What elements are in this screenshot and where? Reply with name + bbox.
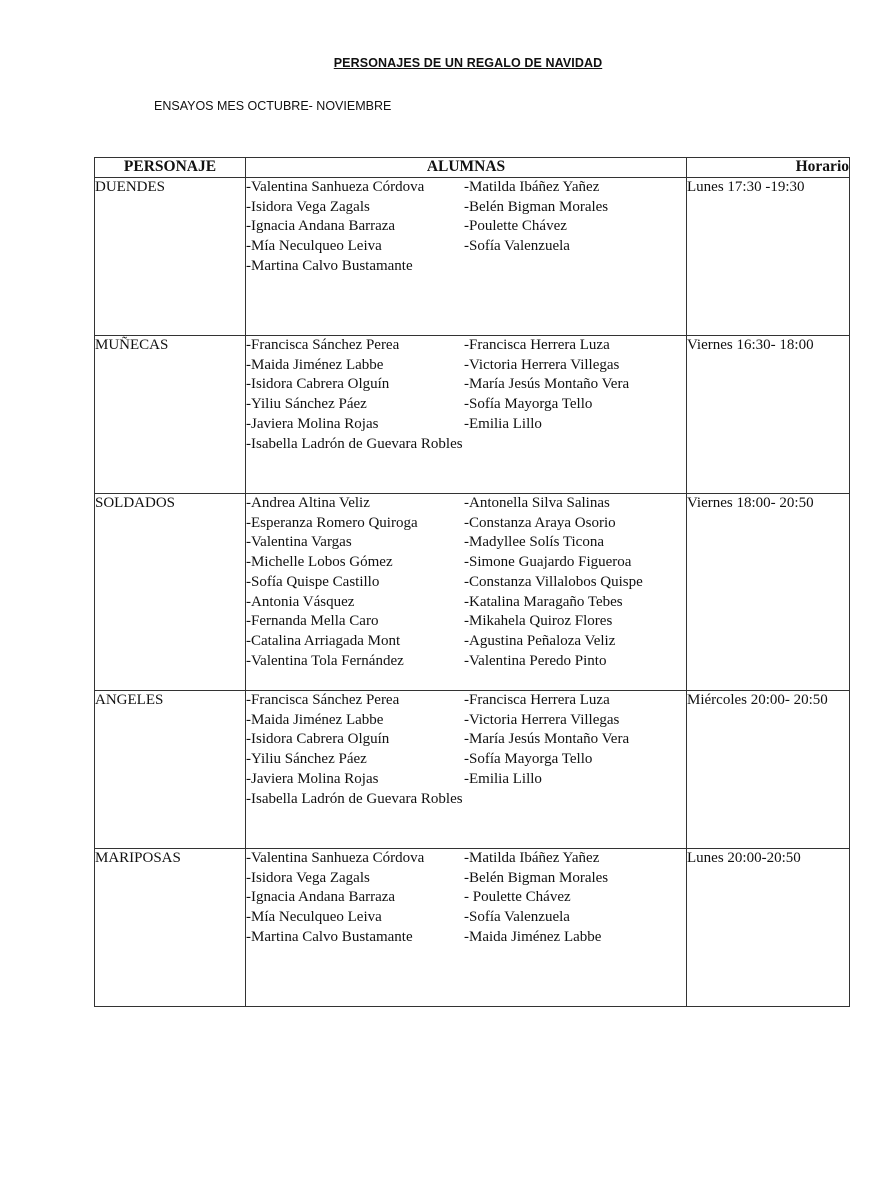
student-name: -María Jesús Montaño Vera — [464, 376, 630, 393]
students-list-left — [246, 494, 464, 671]
student-name: -Isidora Cabrera Olguín — [246, 731, 390, 748]
header-character: PERSONAJE — [95, 158, 246, 178]
schedule-hours: Lunes 20:00-20:50 — [687, 849, 850, 1007]
students-list-right — [464, 849, 686, 948]
students-cell — [246, 494, 687, 691]
student-name: -Isidora Cabrera Olguín — [246, 376, 390, 393]
student-name: -Madyllee Solís Ticona — [464, 534, 605, 551]
student-name: -Francisca Sánchez Perea — [246, 692, 400, 708]
student-name: -Sofía Mayorga Tello — [464, 396, 593, 413]
student-name: -Victoria Herrera Villegas — [464, 356, 620, 373]
student-name: -Valentina Sanhueza Córdova — [246, 850, 425, 866]
students-cell — [246, 849, 687, 1007]
student-name: -Poulette Chávez — [464, 218, 567, 235]
student-name: -Esperanza Romero Quiroga — [246, 514, 418, 531]
student-name: -Maida Jiménez Labbe — [464, 928, 602, 945]
students-list-right — [464, 178, 686, 277]
header-hours: Horario — [687, 158, 850, 178]
student-name: -Isabella Ladrón de Guevara Robles — [246, 435, 463, 452]
student-name: -Valentina Sanhueza Córdova — [246, 179, 425, 195]
student-name: -Mía Neculqueo Leiva — [246, 238, 382, 255]
document-title: PERSONAJES DE UN REGALO DE NAVIDAD — [333, 56, 603, 70]
character-name: MARIPOSAS — [95, 849, 246, 1007]
student-name: -Matilda Ibáñez Yañez — [464, 179, 600, 195]
student-name: -Andrea Altina Veliz — [246, 495, 370, 511]
student-name: -Valentina Peredo Pinto — [464, 652, 607, 669]
student-name: -Katalina Maragaño Tebes — [464, 593, 623, 610]
student-name: -Catalina Arriagada Mont — [246, 632, 401, 649]
table-row — [95, 494, 850, 691]
students-cell — [246, 178, 687, 336]
schedule-hours: Lunes 17:30 -19:30 — [687, 178, 850, 336]
student-name: -Michelle Lobos Gómez — [246, 554, 393, 571]
student-name: -Constanza Araya Osorio — [464, 514, 616, 531]
students-list-left — [246, 691, 464, 809]
document-subtitle: ENSAYOS MES OCTUBRE- NOVIEMBRE — [154, 99, 392, 113]
student-name: -Martina Calvo Bustamante — [246, 928, 413, 945]
schedule-hours: Miércoles 20:00- 20:50 — [687, 691, 850, 849]
table-row — [95, 691, 850, 849]
student-name: -Ignacia Andana Barraza — [246, 218, 396, 235]
student-name: -Sofía Quispe Castillo — [246, 573, 380, 590]
students-cell — [246, 691, 687, 849]
student-name: -Francisca Herrera Luza — [464, 337, 610, 353]
student-name: -Belén Bigman Morales — [464, 198, 609, 215]
student-name: -Sofía Valenzuela — [464, 909, 570, 926]
students-cell — [246, 336, 687, 494]
student-name: -Sofía Mayorga Tello — [464, 751, 593, 768]
student-name: -Martina Calvo Bustamante — [246, 257, 413, 274]
student-name: -Maida Jiménez Labbe — [246, 711, 384, 728]
character-name: ANGELES — [95, 691, 246, 849]
student-name: -Emilia Lillo — [464, 415, 542, 432]
student-name: -Isidora Vega Zagals — [246, 869, 370, 886]
students-list-left — [246, 336, 464, 454]
student-name: -Maida Jiménez Labbe — [246, 356, 384, 373]
student-name: -Belén Bigman Morales — [464, 869, 609, 886]
schedule-hours: Viernes 16:30- 18:00 — [687, 336, 850, 494]
header-students: ALUMNAS — [246, 158, 687, 178]
student-name: -Emilia Lillo — [464, 770, 542, 787]
student-name: -Yiliu Sánchez Páez — [246, 396, 367, 413]
student-name: -Antonia Vásquez — [246, 593, 355, 610]
table-row — [95, 849, 850, 1007]
student-name: -Javiera Molina Rojas — [246, 415, 379, 432]
character-name: SOLDADOS — [95, 494, 246, 691]
student-name: -Constanza Villalobos Quispe — [464, 573, 643, 590]
character-name: MUÑECAS — [95, 336, 246, 494]
student-name: -Agustina Peñaloza Veliz — [464, 632, 616, 649]
student-name: -Valentina Tola Fernández — [246, 652, 404, 669]
students-list-left — [246, 849, 464, 948]
student-name: -Matilda Ibáñez Yañez — [464, 850, 600, 866]
schedule-table — [94, 157, 850, 1007]
header-row — [95, 158, 850, 178]
table-row — [95, 336, 850, 494]
schedule-hours: Viernes 18:00- 20:50 — [687, 494, 850, 691]
students-list-right — [464, 691, 686, 809]
student-name: -Sofía Valenzuela — [464, 238, 570, 255]
students-list-left — [246, 178, 464, 277]
student-name: -Isidora Vega Zagals — [246, 198, 370, 215]
students-list-right — [464, 494, 686, 671]
student-name: -Javiera Molina Rojas — [246, 770, 379, 787]
student-name: -Victoria Herrera Villegas — [464, 711, 620, 728]
student-name: -Francisca Herrera Luza — [464, 692, 610, 708]
student-name: -Simone Guajardo Figueroa — [464, 554, 632, 571]
character-name: DUENDES — [95, 178, 246, 336]
table-row — [95, 178, 850, 336]
student-name: -María Jesús Montaño Vera — [464, 731, 630, 748]
student-name: -Yiliu Sánchez Páez — [246, 751, 367, 768]
student-name: -Francisca Sánchez Perea — [246, 337, 400, 353]
student-name: - Poulette Chávez — [464, 889, 571, 906]
student-name: -Fernanda Mella Caro — [246, 613, 379, 630]
student-name: -Mía Neculqueo Leiva — [246, 909, 382, 926]
student-name: -Isabella Ladrón de Guevara Robles — [246, 790, 463, 807]
student-name: -Antonella Silva Salinas — [464, 495, 610, 511]
student-name: -Ignacia Andana Barraza — [246, 889, 396, 906]
student-name: -Mikahela Quiroz Flores — [464, 613, 613, 630]
students-list-right — [464, 336, 686, 454]
student-name: -Valentina Vargas — [246, 534, 352, 551]
